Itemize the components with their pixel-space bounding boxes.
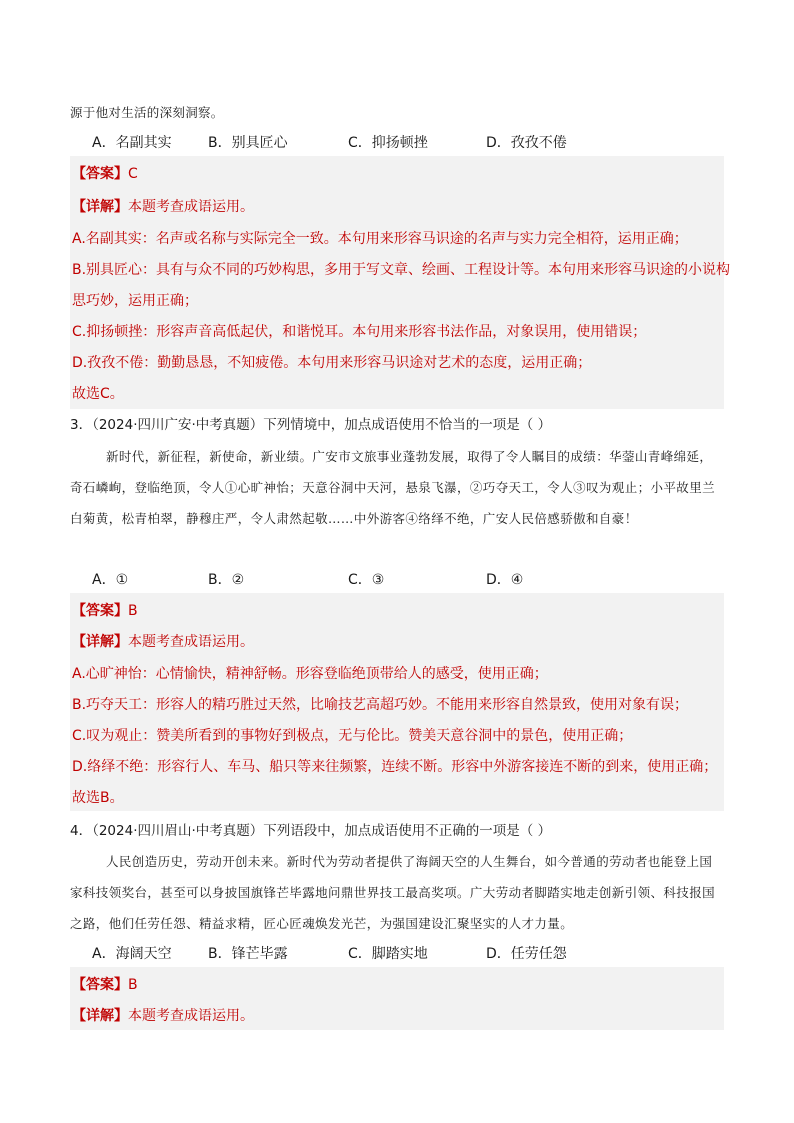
- q2-conclusion: 故选C。: [72, 386, 124, 402]
- answer-value: B: [128, 977, 138, 993]
- q2-explanation-b: B.别具匠心：具有与众不同的巧妙构思，多用于写文章、绘画、工程设计等。本句用来形容马识途的小说构: [72, 262, 731, 278]
- q3-explanation-b: B.巧夺天工：形容人的精巧胜过天然，比喻技艺高超巧妙。不能用来形容自然景致，使用对象有误；: [72, 697, 689, 713]
- q4-option-b: B．锋芒毕露: [208, 946, 288, 962]
- q2-explanation-c: C.抑扬顿挫：形容声音高低起伏，和谐悦耳。本句用来形容书法作品，对象误用，使用错误；: [72, 324, 647, 340]
- question-4-passage: 人民创造历史，劳动开创未来。新时代为劳动者提供了海阔天空的人生舞台，如今普通的劳动者也能登上国家科技领奖台，甚至可以身披国旗锋芒毕露地问鼎世界技工最高奖项。广大劳动者脚踏实地走创新引领、科技报国之路，他们任劳任怨、精益求精，匠心匠魂焕发光芒，为强国建设汇聚坚实的人才力量。: [70, 854, 716, 931]
- q2-answer: [72, 163, 138, 183]
- q3-option-c: C．③: [348, 572, 385, 588]
- q4-option-c: C．脚踏实地: [348, 946, 428, 962]
- answer-tag: 【答案】: [72, 166, 128, 182]
- q2-detail: [72, 196, 254, 216]
- q4-option-a: A．海阔天空: [92, 946, 172, 962]
- q2-explanation-b-cont: 思巧妙，运用正确；: [72, 293, 198, 309]
- q3-conclusion: 故选B。: [72, 790, 124, 806]
- q4-answer: [72, 974, 138, 994]
- detail-intro: 本题考查成语运用。: [128, 634, 254, 650]
- q3-option-a: A．①: [92, 572, 129, 588]
- answer-value: B: [128, 603, 138, 619]
- question-4-title: 4．（2024·四川眉山·中考真题）下列语段中，加点成语使用不正确的一项是（ ）: [70, 823, 552, 839]
- detail-tag: 【详解】: [72, 1008, 128, 1024]
- answer-value: C: [128, 166, 138, 182]
- q4-option-d: D．任劳任怨: [486, 946, 567, 962]
- q3-explanation-d: D.络绎不绝：形容行人、车马、船只等来往频繁，连续不断。形容中外游客接连不断的到来，使用正确；: [72, 759, 718, 775]
- q2-explanation-a: A.名副其实：名声或名称与实际完全一致。本句用来形容马识途的名声与实力完全相符，运用正确；: [72, 231, 688, 247]
- q3-option-b: B．②: [208, 572, 245, 588]
- question-2-stem-tail: 源于他对生活的深刻洞察。: [70, 105, 224, 120]
- question-3-passage: 新时代，新征程，新使命，新业绩。广安市文旅事业蓬勃发展，取得了令人瞩目的成绩：华蓥山青峰绵延，奇石嶙峋，登临绝顶，令人①心旷神怡；天意谷洞中天河，悬泉飞瀑，②巧夺天工，令人③叹为观止；小平故里兰白菊黄，松青柏翠，静穆庄严，令人肃然起敬……中外游客④络绎不绝，广安人民倍感骄傲和自豪！: [70, 449, 716, 526]
- answer-tag: 【答案】: [72, 603, 128, 619]
- q2-explanation-d: D.孜孜不倦：勤勤恳恳，不知疲倦。本句用来形容马识途对艺术的态度，运用正确；: [72, 355, 592, 371]
- q3-detail: [72, 631, 254, 651]
- q3-explanation-a: A.心旷神怡：心情愉快，精神舒畅。形容登临绝顶带给人的感受，使用正确；: [72, 666, 548, 682]
- question-3-title: 3．（2024·四川广安·中考真题）下列情境中，加点成语使用不恰当的一项是（ ）: [70, 417, 552, 433]
- answer-tag: 【答案】: [72, 977, 128, 993]
- q3-answer: [72, 600, 138, 620]
- detail-tag: 【详解】: [72, 634, 128, 650]
- detail-tag: 【详解】: [72, 199, 128, 215]
- q4-detail: [72, 1005, 254, 1025]
- q2-option-a: A．名副其实: [92, 135, 172, 151]
- detail-intro: 本题考查成语运用。: [128, 199, 254, 215]
- q2-option-d: D．孜孜不倦: [486, 135, 567, 151]
- detail-intro: 本题考查成语运用。: [128, 1008, 254, 1024]
- q3-option-d: D．④: [486, 572, 524, 588]
- q2-option-b: B．别具匠心: [208, 135, 288, 151]
- q3-explanation-c: C.叹为观止：赞美所看到的事物好到极点，无与伦比。赞美天意谷洞中的景色，使用正确；: [72, 728, 633, 744]
- q2-option-c: C．抑扬顿挫: [348, 135, 428, 151]
